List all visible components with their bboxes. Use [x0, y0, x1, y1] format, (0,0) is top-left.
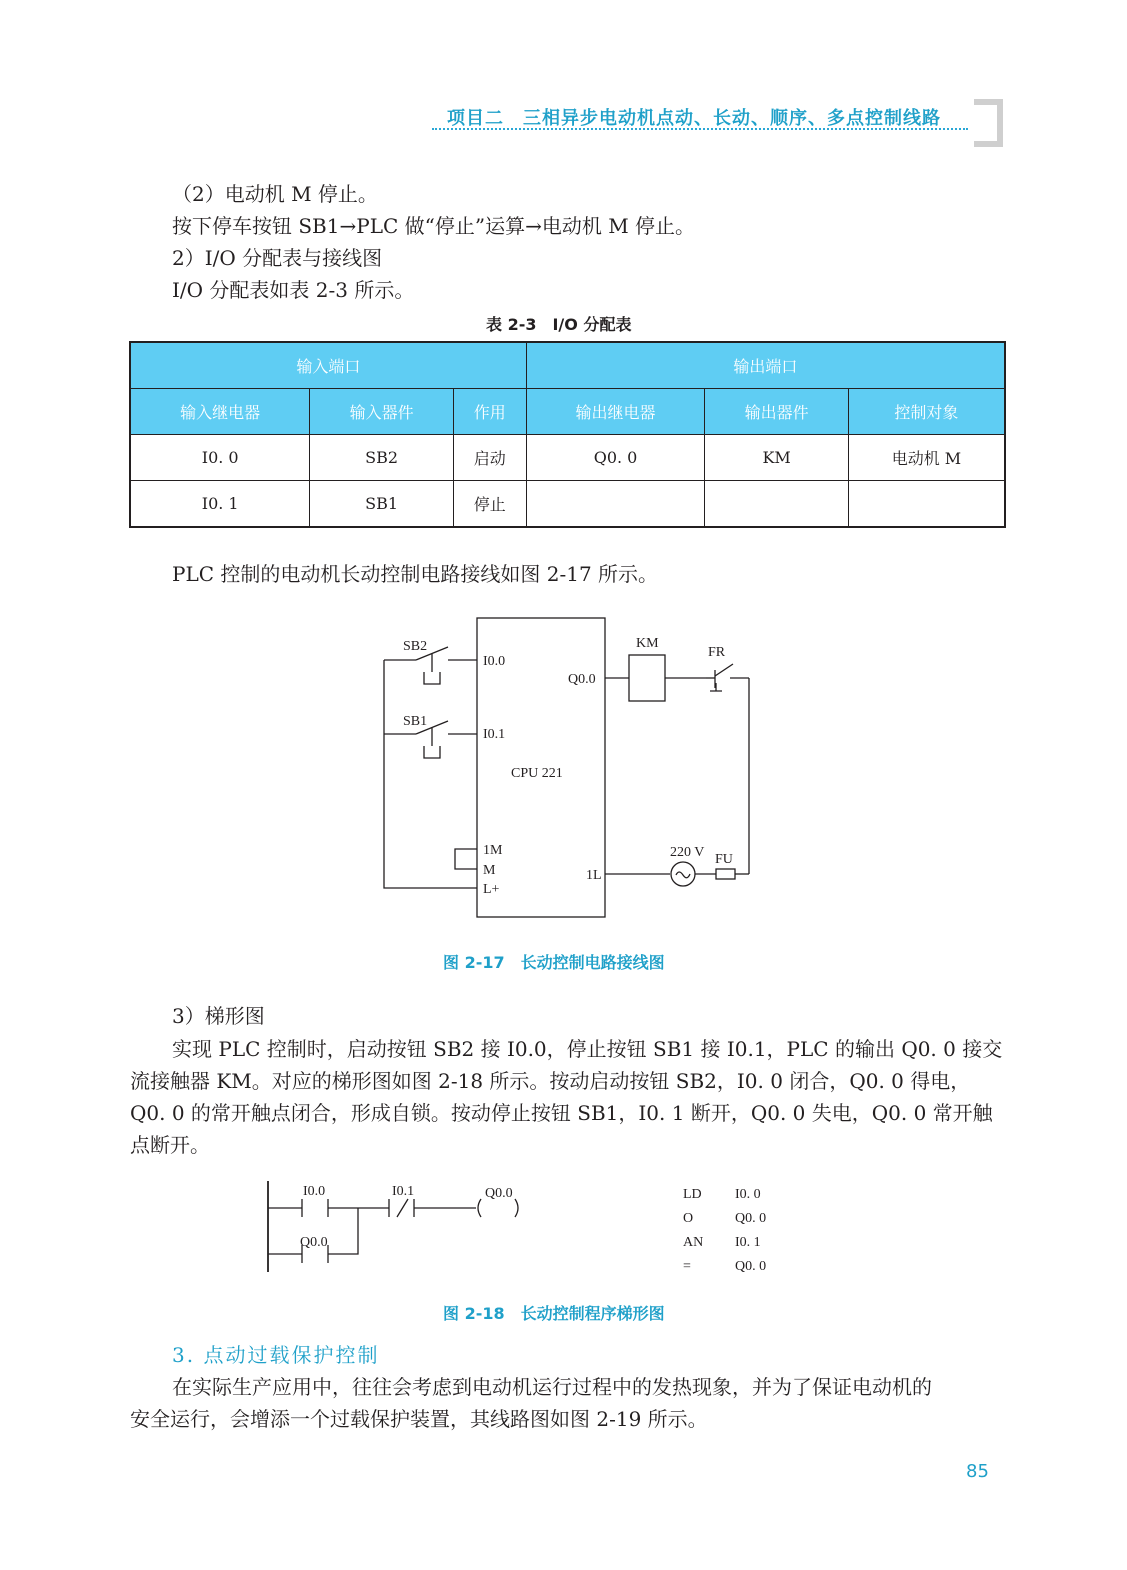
page-number: 85	[966, 1461, 989, 1482]
table-cell	[848, 481, 1005, 528]
io-assignment-table	[129, 341, 1006, 528]
label-q00: Q0.0	[568, 672, 596, 687]
stl-arg: I0. 0	[735, 1187, 761, 1202]
label-1m: 1M	[483, 843, 503, 858]
table-header-row	[130, 389, 1005, 435]
header-dotted-rule	[432, 128, 968, 130]
stl-op: =	[683, 1259, 691, 1274]
stl-op: LD	[683, 1187, 702, 1202]
ladder-label-i01: I0.1	[392, 1184, 415, 1199]
para-io-heading: 2）I/O 分配表与接线图	[172, 246, 383, 270]
label-i01: I0.1	[483, 727, 506, 742]
table-cell: I0. 1	[130, 481, 310, 528]
label-i00: I0.0	[483, 654, 506, 669]
table-cell: 启动	[453, 435, 526, 481]
stl-arg: Q0. 0	[735, 1211, 767, 1226]
column-header: 输出器件	[705, 389, 848, 435]
stl-arg: Q0. 0	[735, 1259, 767, 1274]
table-cell: 停止	[453, 481, 526, 528]
table-group-row	[130, 342, 1005, 389]
table-cell: 电动机 M	[848, 435, 1005, 481]
figure-2-17-caption: 图 2-17 长动控制电路接线图	[443, 953, 665, 972]
para-stop-flow: 按下停车按钮 SB1→PLC 做“停止”运算→电动机 M 停止。	[172, 214, 696, 238]
column-header: 输入器件	[310, 389, 453, 435]
cpu-box	[477, 618, 605, 917]
running-header: 项目二 三相异步电动机点动、长动、顺序、多点控制线路	[447, 108, 941, 129]
table-cell: SB2	[310, 435, 453, 481]
label-fu: FU	[715, 852, 733, 867]
stl-op: O	[683, 1211, 694, 1226]
para-wiring-intro: PLC 控制的电动机长动控制电路接线如图 2-17 所示。	[172, 562, 659, 586]
figure-2-18-caption: 图 2-18 长动控制程序梯形图	[443, 1304, 665, 1323]
para-ladder-line3: Q0. 0 的常开触点闭合，形成自锁。按动停止按钮 SB1，I0. 1 断开，Q0. 0 失电，Q0. 0 常开触	[130, 1101, 993, 1125]
column-header: 输入继电器	[130, 389, 310, 435]
para-ladder-line4: 点断开。	[130, 1133, 210, 1157]
label-sb2: SB2	[403, 639, 428, 654]
label-1l: 1L	[586, 868, 602, 883]
label-cpu: CPU 221	[511, 766, 563, 781]
table-cell: Q0. 0	[526, 435, 705, 481]
label-m: M	[483, 863, 496, 878]
para-overload-line1: 在实际生产应用中，往往会考虑到电动机运行过程中的发热现象，并为了保证电动机的	[172, 1375, 932, 1399]
table-cell	[705, 481, 848, 528]
column-header: 控制对象	[848, 389, 1005, 435]
label-sb1: SB1	[403, 714, 428, 729]
group-output-header: 输出端口	[526, 342, 1005, 389]
ladder-label-coil: Q0.0	[485, 1186, 513, 1201]
table-cell	[526, 481, 705, 528]
label-lplus: L+	[483, 882, 500, 897]
para-motor-stop: （2）电动机 M 停止。	[172, 182, 378, 206]
group-input-header: 输入端口	[130, 342, 526, 389]
para-ladder-line2: 流接触器 KM。对应的梯形图如图 2-18 所示。按动启动按钮 SB2，I0. 0 闭合，Q0. 0 得电，	[130, 1069, 971, 1093]
para-io-intro: I/O 分配表如表 2-3 所示。	[172, 278, 415, 302]
label-220v: 220 V	[670, 845, 705, 860]
stl-arg: I0. 1	[735, 1235, 761, 1250]
table-row	[130, 481, 1005, 528]
table-cell: I0. 0	[130, 435, 310, 481]
table-row	[130, 435, 1005, 481]
table-caption: 表 2-3 I/O 分配表	[486, 315, 632, 334]
label-fr: FR	[708, 645, 726, 660]
stl-op: AN	[683, 1235, 704, 1250]
para-ladder-heading: 3）梯形图	[172, 1004, 265, 1028]
corner-bracket-icon	[970, 96, 1004, 148]
table-cell: SB1	[310, 481, 453, 528]
label-km: KM	[636, 636, 659, 651]
section-3-title: 3. 点动过载保护控制	[172, 1343, 380, 1367]
table-cell: KM	[705, 435, 848, 481]
ladder-label-q00: Q0.0	[300, 1235, 328, 1250]
para-overload-line2: 安全运行，会增添一个过载保护装置，其线路图如图 2-19 所示。	[130, 1407, 708, 1431]
para-ladder-line1: 实现 PLC 控制时，启动按钮 SB2 接 I0.0，停止按钮 SB1 接 I0.1，PLC 的输出 Q0. 0 接交	[172, 1037, 1003, 1061]
column-header: 输出继电器	[526, 389, 705, 435]
column-header: 作用	[453, 389, 526, 435]
ladder-label-i00: I0.0	[303, 1184, 326, 1199]
